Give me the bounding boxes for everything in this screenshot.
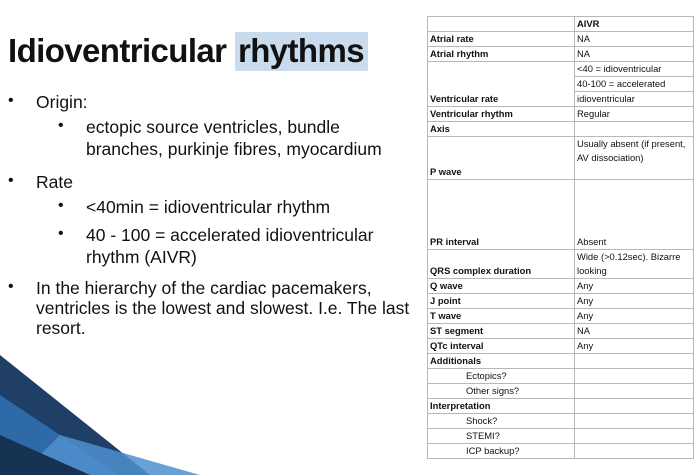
row-qrs-label: QRS complex duration xyxy=(428,250,575,279)
row-stemi-value xyxy=(575,429,694,444)
bullet-origin-sub: ectopic source ventricles, bundle xyxy=(86,117,340,137)
bullet-origin-sub-cont: branches, purkinje fibres, myocardium xyxy=(86,139,382,159)
row-ectopics-value xyxy=(575,369,694,384)
row-qtc-value: Any xyxy=(575,339,694,354)
row-ventricular-rate-value xyxy=(575,62,694,107)
row-pr-interval-value: Absent xyxy=(575,180,694,250)
bullet-dot: • xyxy=(8,92,14,109)
bullet-dot: • xyxy=(58,225,64,242)
bullet-dot: • xyxy=(8,172,14,189)
row-axis-value xyxy=(575,122,694,137)
row-j-point-value: Any xyxy=(575,294,694,309)
row-pr-interval-label: PR interval xyxy=(428,180,575,250)
bullet-dot: • xyxy=(58,117,64,134)
bullet-dot: • xyxy=(58,197,64,214)
row-ventricular-rhythm-label: Ventricular rhythm xyxy=(428,107,575,122)
bullet-dot: • xyxy=(8,278,14,295)
table-header-aivr: AIVR xyxy=(575,17,694,32)
row-axis-label: Axis xyxy=(428,122,575,137)
bullet-origin: Origin: xyxy=(36,92,88,112)
row-additionals-value xyxy=(575,354,694,369)
row-icp-backup-value xyxy=(575,444,694,459)
bullet-rate: Rate xyxy=(36,172,73,192)
row-p-wave-value: Usually absent (if present, AV dissociation) xyxy=(575,137,694,180)
vent-rate-line1: <40 = idioventricular xyxy=(575,62,693,77)
row-qrs-value: Wide (>0.12sec). Bizarre looking xyxy=(575,250,694,279)
bullet-rate-sub2-cont: rhythm (AIVR) xyxy=(86,247,197,267)
bullet-rate-sub1: <40min = idioventricular rhythm xyxy=(86,197,331,217)
row-other-signs-value xyxy=(575,384,694,399)
row-interpretation-label: Interpretation xyxy=(428,399,575,414)
row-st-segment-value: NA xyxy=(575,324,694,339)
row-stemi-label: STEMI? xyxy=(428,429,575,444)
row-other-signs-label: Other signs? xyxy=(428,384,575,399)
row-q-wave-label: Q wave xyxy=(428,279,575,294)
bullet-hierarchy-cont: ventricles is the lowest and slowest. I.e. The last xyxy=(36,298,410,318)
table-corner xyxy=(428,17,575,32)
row-p-wave-label: P wave xyxy=(428,137,575,180)
row-t-wave-value: Any xyxy=(575,309,694,324)
bullet-hierarchy-cont2: resort. xyxy=(36,318,86,338)
row-ventricular-rate-label: Ventricular rate xyxy=(428,62,575,107)
row-shock-label: Shock? xyxy=(428,414,575,429)
vent-rate-line2: 40-100 = accelerated xyxy=(575,77,693,92)
row-icp-backup-label: ICP backup? xyxy=(428,444,575,459)
row-j-point-label: J point xyxy=(428,294,575,309)
row-additionals-label: Additionals xyxy=(428,354,575,369)
row-ectopics-label: Ectopics? xyxy=(428,369,575,384)
bullet-rate-sub2: 40 - 100 = accelerated idioventricular xyxy=(86,225,374,245)
row-atrial-rate-value: NA xyxy=(575,32,694,47)
row-atrial-rate-label: Atrial rate xyxy=(428,32,575,47)
title-highlight: rhythms xyxy=(235,32,368,71)
row-q-wave-value: Any xyxy=(575,279,694,294)
title-main: Idioventricular xyxy=(8,32,235,69)
vent-rate-line3: idioventricular xyxy=(577,93,635,104)
row-interpretation-value xyxy=(575,399,694,414)
row-atrial-rhythm-value: NA xyxy=(575,47,694,62)
row-t-wave-label: T wave xyxy=(428,309,575,324)
row-ventricular-rhythm-value: Regular xyxy=(575,107,694,122)
bullet-hierarchy: In the hierarchy of the cardiac pacemakers, xyxy=(36,278,372,298)
row-shock-value xyxy=(575,414,694,429)
row-qtc-label: QTc interval xyxy=(428,339,575,354)
row-atrial-rhythm-label: Atrial rhythm xyxy=(428,47,575,62)
row-st-segment-label: ST segment xyxy=(428,324,575,339)
ecg-table xyxy=(427,16,694,459)
